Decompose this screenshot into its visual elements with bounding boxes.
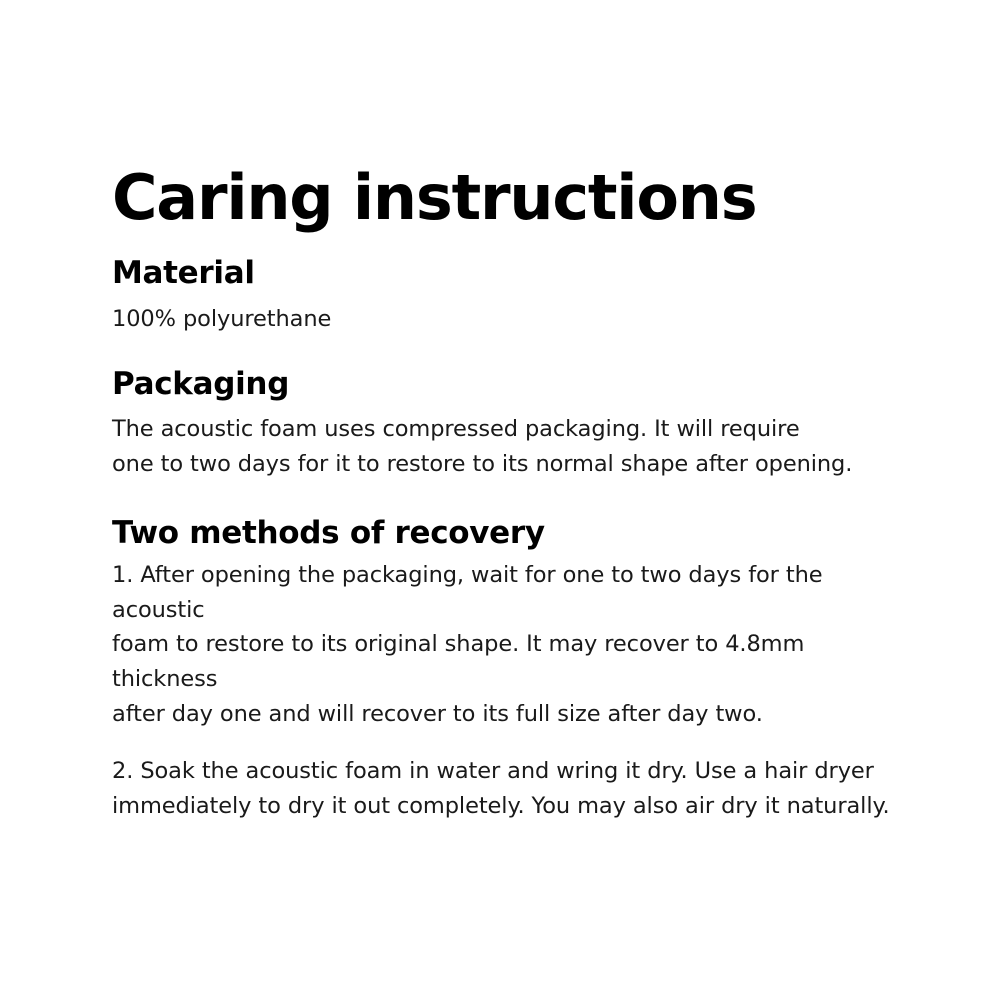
spacer — [112, 482, 900, 516]
text-line: The acoustic foam uses compressed packaging. It will require — [112, 416, 800, 443]
section-heading-recovery: Two methods of recovery — [112, 515, 545, 551]
text-line: 2. Soak the acoustic foam in water and wring it dry. Use a hair dryer — [112, 758, 874, 785]
section-recovery — [112, 516, 900, 824]
text-line: 100% polyurethane — [112, 305, 332, 332]
section-packaging — [112, 367, 900, 482]
text-line: one to two days for it to restore to its normal shape after opening. — [112, 451, 853, 478]
recovery-step-1 — [112, 558, 900, 732]
section-body-packaging — [112, 412, 900, 482]
spacer — [112, 732, 900, 754]
text-line: 1. After opening the packaging, wait for one to two days for the acoustic — [112, 561, 823, 623]
section-body-material — [112, 302, 900, 337]
text-line: immediately to dry it out completely. You may also air dry it naturally. — [112, 792, 890, 819]
recovery-step-2 — [112, 754, 900, 824]
section-heading-material: Material — [112, 255, 255, 292]
section-heading-packaging: Packaging — [112, 365, 290, 402]
text-line: after day one and will recover to its full size after day two. — [112, 701, 763, 728]
spacer — [112, 337, 900, 367]
text-line: foam to restore to its original shape. It may recover to 4.8mm thickness — [112, 631, 805, 693]
page-title: Caring instructions — [112, 161, 757, 234]
section-material — [112, 256, 900, 337]
